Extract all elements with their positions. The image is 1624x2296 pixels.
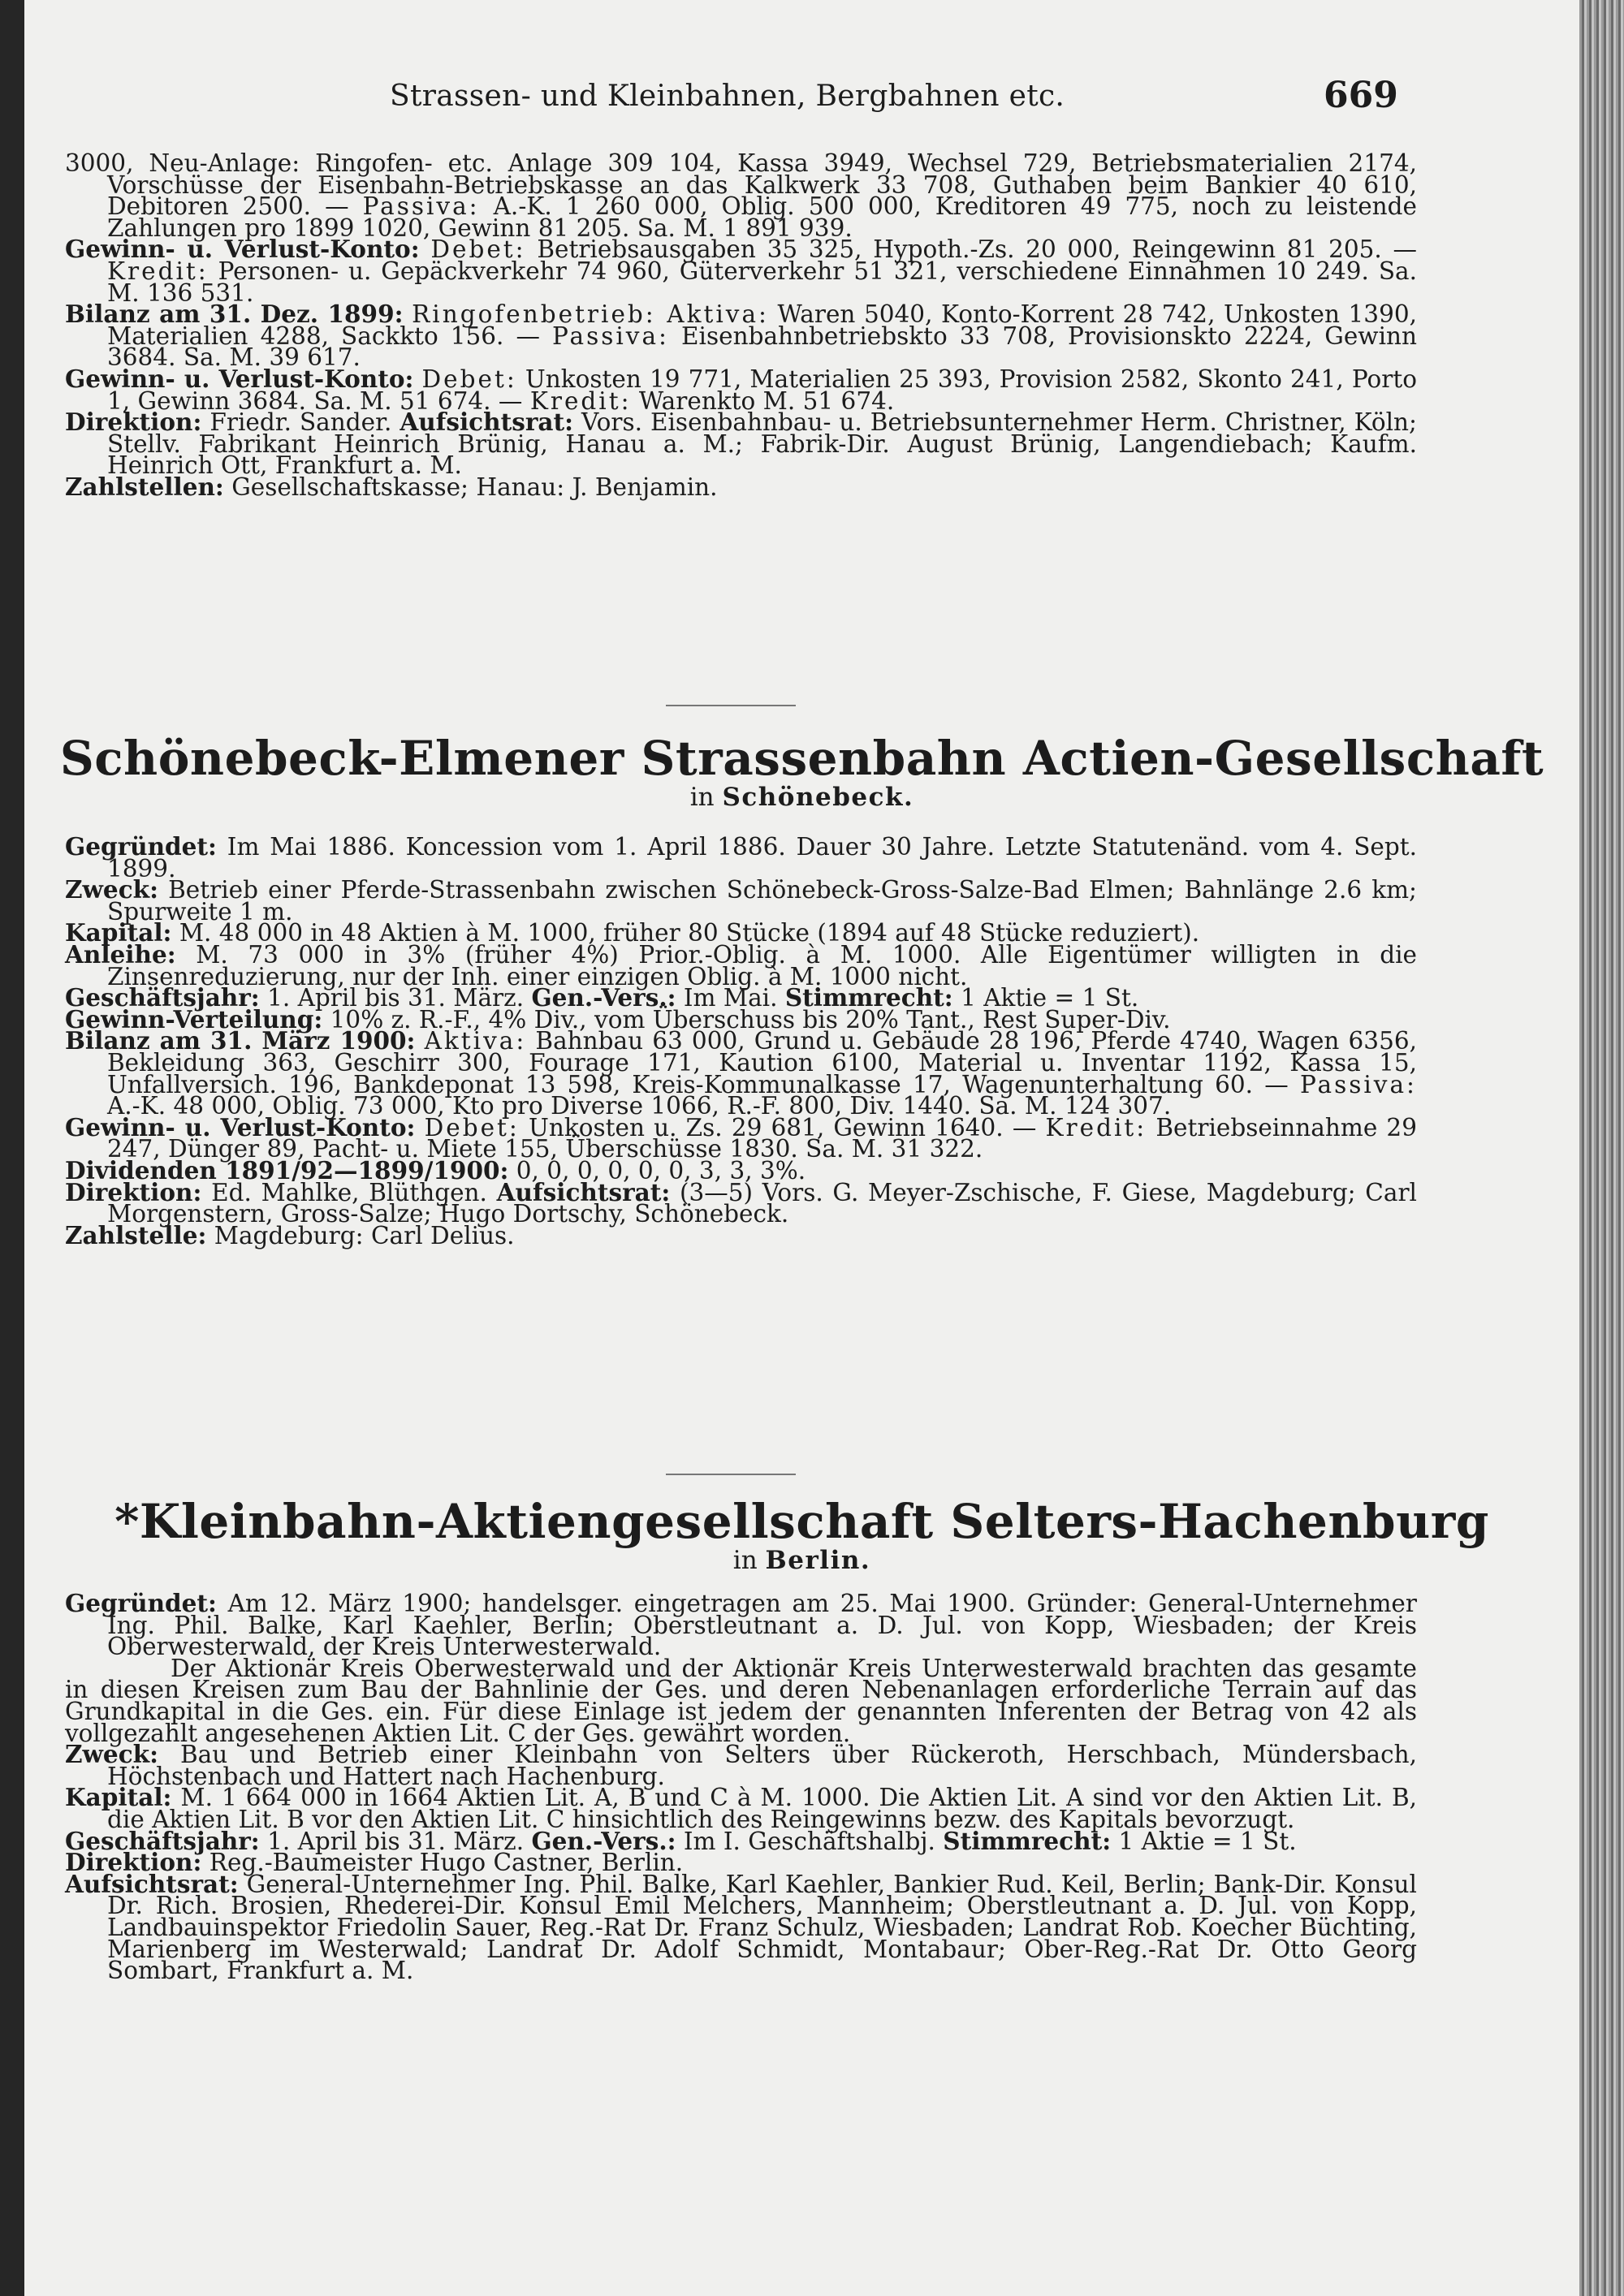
company-2-location-line bbox=[24, 1546, 1579, 1575]
text-run: Magdeburg: Carl Delius. bbox=[206, 1221, 515, 1249]
spaced-label: Kredit: bbox=[107, 257, 209, 285]
field-label: Direktion: bbox=[65, 1177, 202, 1206]
text-run: 1. April bis 31. März. bbox=[259, 984, 532, 1012]
book-page bbox=[24, 0, 1579, 2296]
text-run: 1 Aktie = 1 St. bbox=[1111, 1827, 1297, 1855]
text-run: Eisenbahnbetriebskto 33 708, Provisionskto 2224, Gewinn 3684. Sa. M. 39 617. bbox=[107, 322, 1417, 372]
text-run: Der Aktionär Kreis Oberwesterwald und der Aktionär Kreis Unterwesterwald brachten das gesamte in diesen Kreisen zum Bau der Bahnlinie der Ges. und deren Nebenanlagen erforderliche Terrain auf das Grundkapital in die Ges. ein. Für diese Einlage ist jedem der genannten Inferenten der Betrag von 42 als vollgezahlt angesehenen Aktien Lit. C der Ges. gewährt worden. bbox=[65, 1654, 1417, 1747]
running-title: Strassen- und Kleinbahnen, Bergbahnen etc. bbox=[390, 80, 1065, 113]
field-label: Aufsichtsrat: bbox=[400, 408, 573, 437]
text-run: 1. April bis 31. März. bbox=[259, 1827, 532, 1855]
field-label: Kapital: bbox=[65, 1783, 172, 1812]
company-2-heading bbox=[24, 1494, 1579, 1575]
text-run: Betriebseinnahme 29 247, Dünger 89, Pacht- u. Miete 155, Überschüsse 1830. Sa. M. 31 322. bbox=[107, 1113, 1417, 1163]
page-edge-right bbox=[1579, 0, 1624, 2296]
paragraph bbox=[65, 875, 1417, 926]
company-1-location: Schönebeck. bbox=[722, 783, 914, 812]
field-label: Geschäftsjahr: bbox=[65, 1826, 260, 1855]
field-label: Gewinn-Verteilung: bbox=[65, 1004, 323, 1034]
field-label: Aufsichtsrat: bbox=[65, 1869, 239, 1898]
company-2-location: Berlin. bbox=[765, 1546, 871, 1575]
field-label: Gegründet: bbox=[65, 832, 217, 861]
section-divider bbox=[666, 705, 796, 706]
spaced-label: Passiva: bbox=[1299, 1070, 1417, 1098]
text-run: Ed. Mahlke, Blüthgen. bbox=[201, 1178, 497, 1206]
company-2-in: in bbox=[732, 1546, 758, 1575]
text-run: Im Mai 1886. Koncession vom 1. April 1886. Dauer 30 Jahre. Letzte Statutenänd. vom 4. Sept. 1899. bbox=[107, 833, 1417, 883]
field-label: Bilanz am 31. März 1900: bbox=[65, 1026, 416, 1055]
spaced-label: Debet: bbox=[424, 1113, 520, 1142]
company-1-location-line bbox=[24, 783, 1579, 812]
paragraph bbox=[65, 832, 1417, 883]
field-label: Gewinn- u. Verlust-Konto: bbox=[65, 1112, 416, 1142]
field-label: Zweck: bbox=[65, 1740, 158, 1769]
field-label: Aufsichtsrat: bbox=[496, 1177, 671, 1206]
spaced-label: Kredit: bbox=[529, 386, 632, 415]
field-label: Geschäftsjahr: bbox=[65, 983, 260, 1012]
text-run: 1 Aktie = 1 St. bbox=[952, 984, 1139, 1012]
spaced-label: Debet: bbox=[430, 235, 526, 264]
entry-top bbox=[65, 149, 1417, 501]
paragraph bbox=[65, 939, 1417, 990]
company-1-body bbox=[65, 832, 1417, 1249]
spaced-label: Debet: bbox=[421, 365, 517, 393]
field-label: Stimmrecht: bbox=[784, 983, 953, 1012]
section-divider bbox=[666, 1474, 796, 1475]
text-run: 3000, Neu-Anlage: Ringofen- etc. Anlage 309 104, Kassa 3949, Wechsel 729, Betriebsmaterialien 2174, Vorschüsse der Eisenbahn-Betriebskasse an das Kalkwerk 33 708, Guthaben beim Bankier 40 610, Debitoren 2500. — bbox=[65, 149, 1417, 221]
spaced-label: Passiva: bbox=[551, 322, 669, 350]
spaced-label: Aktiva: bbox=[424, 1027, 527, 1055]
field-label: Stimmrecht: bbox=[943, 1826, 1112, 1855]
running-head bbox=[24, 75, 1579, 120]
spaced-label: Kredit: bbox=[1045, 1113, 1147, 1142]
company-1-heading bbox=[24, 731, 1579, 812]
text-run: Vors. Eisenbahnbau- u. Betriebsunternehmer Herm. Christner, Köln; Stellv. Fabrikant Heinrich Brünig, Hanau a. M.; Fabrik-Dir. August Brünig, Langendiebach; Kaufm. Heinrich Ott, Frankfurt a. M. bbox=[107, 408, 1417, 480]
company-2-title: *Kleinbahn-Aktiengesellschaft Selters-Hachenburg bbox=[114, 1494, 1489, 1549]
company-1-in: in bbox=[689, 783, 715, 812]
field-label: Kapital: bbox=[65, 918, 172, 947]
field-label: Gewinn- u. Verlust-Konto: bbox=[65, 364, 414, 393]
paragraph bbox=[65, 1112, 1417, 1163]
text-run: (3—5) Vors. G. Meyer-Zschische, F. Giese, Magdeburg; Carl Morgenstern, Gross-Salze; Hugo Dortschy, Schönebeck. bbox=[107, 1178, 1417, 1228]
paragraph bbox=[65, 364, 1417, 415]
text-run: M. 48 000 in 48 Aktien à M. 1000, früher 80 Stücke (1894 auf 48 Stücke reduziert). bbox=[171, 919, 1200, 947]
field-label: Zweck: bbox=[65, 875, 158, 904]
paragraph bbox=[65, 1869, 1417, 1985]
field-label: Dividenden 1891/92—1899/1900: bbox=[65, 1155, 509, 1185]
field-label: Bilanz am 31. Dez. 1899: bbox=[65, 300, 404, 329]
field-label: Gen.-Vers.: bbox=[531, 983, 676, 1012]
text-run: M. 73 000 in 3% (früher 4%) Prior.-Oblig. à M. 1000. Alle Eigentümer willigten in die Zinsenreduzierung, nur der Inh. einer einzigen Oblig. à M. 1000 nicht. bbox=[107, 940, 1417, 990]
spaced-label: Passiva: bbox=[362, 192, 480, 221]
field-label: Zahlstellen: bbox=[65, 472, 224, 501]
text-run: 0, 0, 0, 0, 0, 0, 3, 3, 3%. bbox=[508, 1156, 806, 1185]
text-run: Bahnbau 63 000, Grund u. Gebäude 28 196, Pferde 4740, Wagen 6356, Bekleidung 363, Geschirr 300, Fourage 171, Kaution 6100, Material u. Inventar 1192, Kassa 15, Unfallversich. 196, Bankdeponat 13 598, Kreis-Kommunalkasse 17, Wagenunterhaltung 60. — bbox=[107, 1027, 1417, 1098]
text-run: Bau und Betrieb einer Kleinbahn von Selters über Rückeroth, Herschbach, Mündersbach, Höchstenbach und Hattert nach Hachenburg. bbox=[107, 1741, 1417, 1790]
page-number: 669 bbox=[1324, 75, 1398, 116]
paragraph bbox=[65, 1026, 1417, 1120]
page-edge-left bbox=[0, 0, 24, 2296]
spaced-label: Ringofenbetrieb: Aktiva: bbox=[412, 300, 769, 329]
paragraph bbox=[65, 1654, 1417, 1747]
text-run: M. 1 664 000 in 1664 Aktien Lit. A, B und C à M. 1000. Die Aktien Lit. A sind vor den Aktien Lit. B, die Aktien Lit. B vor den Aktien Lit. C hinsichtlich des Reingewinns bezw. des Kapitals bevorzugt. bbox=[107, 1784, 1417, 1833]
company-2-body bbox=[65, 1589, 1417, 1985]
paragraph bbox=[65, 300, 1417, 372]
paragraph bbox=[65, 149, 1417, 242]
text-run: Im Mai. bbox=[676, 984, 785, 1012]
company-1-title: Schönebeck-Elmener Strassenbahn Actien-Gesellschaft bbox=[59, 731, 1544, 786]
paragraph bbox=[65, 1177, 1417, 1228]
field-label: Gen.-Vers.: bbox=[531, 1826, 676, 1855]
paragraph bbox=[65, 235, 1417, 307]
text-run: Personen- u. Gepäckverkehr 74 960, Güterverkehr 51 321, verschiedene Einnahmen 10 249. Sa. M. 136 531. bbox=[107, 257, 1417, 307]
text-run: Warenkto M. 51 674. bbox=[631, 386, 895, 415]
text-run: Betriebsausgaben 35 325, Hypoth.-Zs. 20 000, Reingewinn 81 205. — bbox=[525, 235, 1417, 264]
text-run: Unkosten 19 771, Materialien 25 393, Provision 2582, Skonto 241, Porto 1, Gewinn 3684. Sa. M. 51 674. — bbox=[107, 365, 1417, 415]
text-run: A.-K. 48 000, Oblig. 73 000, Kto pro Diverse 1066, R.-F. 800, Div. 1440. Sa. M. 124 307. bbox=[107, 1092, 1172, 1120]
paragraph bbox=[65, 1783, 1417, 1833]
text-run: Reg.-Baumeister Hugo Castner, Berlin. bbox=[201, 1849, 684, 1877]
text-run: Gesellschaftskasse; Hanau: J. Benjamin. bbox=[223, 473, 718, 501]
text-run: Am 12. März 1900; handelsger. eingetragen am 25. Mai 1900. Gründer: General-Unternehmer Ing. Phil. Balke, Karl Kaehler, Berlin; Oberstleutnant a. D. Jul. von Kopp, Wiesbaden; der Kreis Oberwesterwald, der Kreis Unterwesterwald. bbox=[107, 1590, 1417, 1661]
text-run: 10% z. R.-F., 4% Div., vom Überschuss bis 20% Tant., Rest Super-Div. bbox=[322, 1005, 1171, 1034]
text-run: A.-K. 1 260 000, Oblig. 500 000, Kreditoren 49 775, noch zu leistende Zahlungen pro 1899 1020, Gewinn 81 205. Sa. M. 1 891 939. bbox=[107, 192, 1417, 242]
field-label: Gegründet: bbox=[65, 1589, 217, 1617]
text-run: Waren 5040, Konto-Korrent 28 742, Unkosten 1390, Materialien 4288, Sackkto 156. — bbox=[107, 300, 1417, 350]
field-label: Direktion: bbox=[65, 1848, 202, 1877]
paragraph bbox=[65, 1740, 1417, 1790]
paragraph bbox=[65, 472, 1417, 501]
paragraph bbox=[65, 408, 1417, 480]
text-run: General-Unternehmer Ing. Phil. Balke, Karl Kaehler, Bankier Rud. Keil, Berlin; Bank-Dir. Konsul Dr. Rich. Brosien, Rhederei-Dir. Konsul Emil Melchers, Mannheim; Oberstleutnant a. D. Jul. von Kopp, Landbauinspektor Friedolin Sauer, Reg.-Rat Dr. Franz Schulz, Wiesbaden; Landrat Rob. Koecher Büchting, Marienberg im Westerwald; Landrat Dr. Adolf Schmidt, Montabaur; Ober-Reg.-Rat Dr. Otto Georg Sombart, Frankfurt a. M. bbox=[107, 1870, 1417, 1985]
text-run: Friedr. Sander. bbox=[201, 408, 400, 437]
paragraph bbox=[65, 1220, 1417, 1249]
field-label: Direktion: bbox=[65, 408, 202, 437]
field-label: Gewinn- u. Verlust-Konto: bbox=[65, 235, 420, 264]
text-run: Im I. Geschäftshalbj. bbox=[676, 1827, 944, 1855]
field-label: Zahlstelle: bbox=[65, 1220, 207, 1249]
paragraph bbox=[65, 1589, 1417, 1661]
field-label: Anleihe: bbox=[65, 939, 176, 969]
text-run: Betrieb einer Pferde-Strassenbahn zwischen Schönebeck-Gross-Salze-Bad Elmen; Bahnlänge 2.6 km; Spurweite 1 m. bbox=[107, 876, 1417, 926]
text-run: Unkosten u. Zs. 29 681, Gewinn 1640. — bbox=[519, 1113, 1046, 1142]
